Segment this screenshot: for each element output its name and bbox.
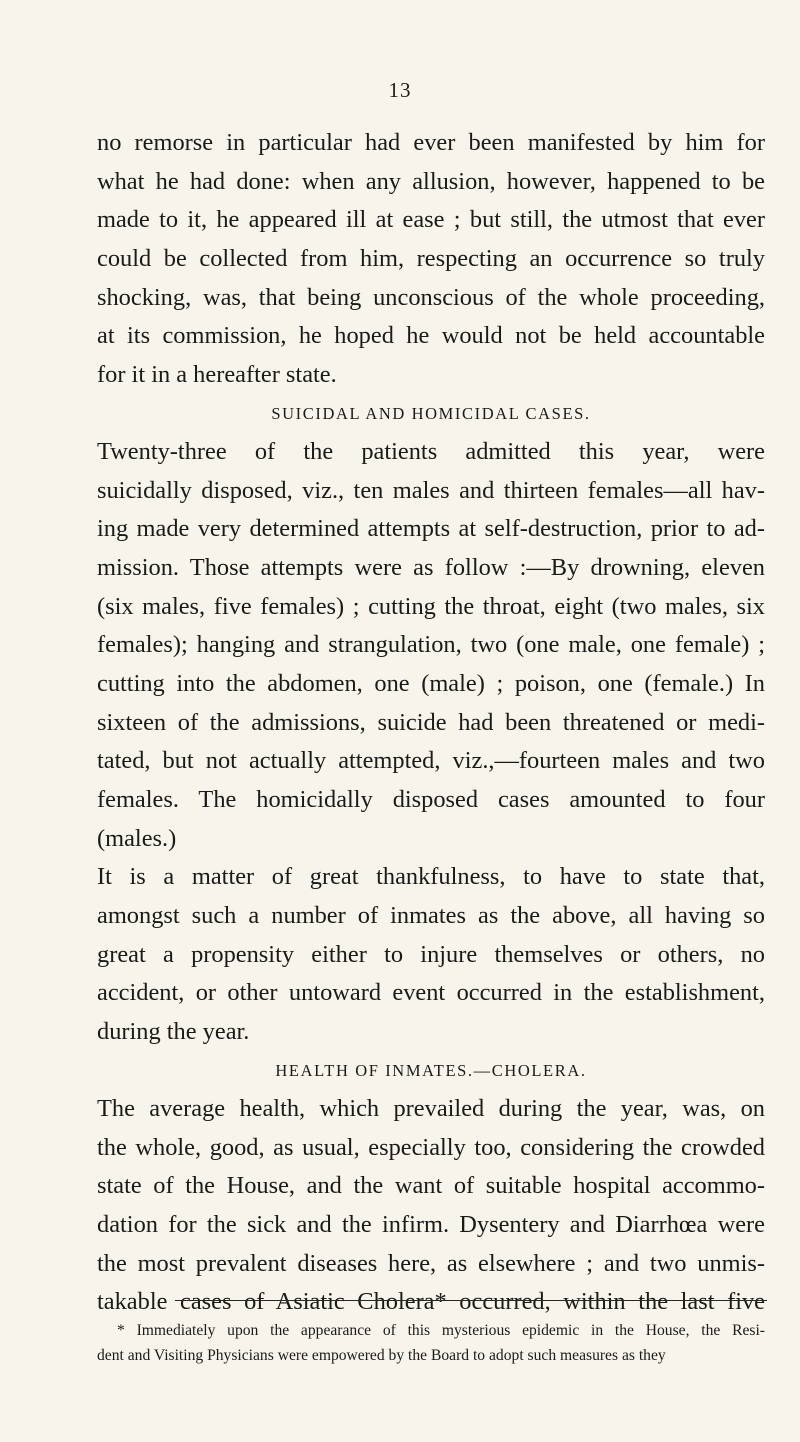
- text-line: tated, but not actually attempted, viz.,—fourteen males and two: [97, 747, 765, 775]
- text-line: for it in a hereafter state.: [97, 361, 337, 389]
- text-line: Twenty-three of the patients admitted this year, were: [97, 437, 765, 465]
- footnote-line: dent and Visiting Physicians were empowered by the Board to adopt such measures as they: [97, 1347, 666, 1364]
- text-line: dation for the sick and the infirm. Dysentery and Diarrhœa were: [97, 1210, 765, 1238]
- text-line: It is a matter of great thankfulness, to have to state that,: [97, 863, 765, 891]
- paragraph-1: [97, 124, 765, 395]
- footnote-rule: [175, 1300, 767, 1301]
- body-text: [97, 124, 765, 1322]
- text-line: amongst such a number of inmates as the above, all having so: [97, 902, 765, 930]
- text-line: females); hanging and strangulation, two (one male, one female) ;: [97, 631, 765, 659]
- section-heading-suicidal: SUICIDAL AND HOMICIDAL CASES.: [271, 403, 591, 423]
- text-line: cutting into the abdomen, one (male) ; poison, one (female.) In: [97, 669, 765, 697]
- text-line: ing made very determined attempts at self-destruction, prior to ad-: [97, 515, 765, 543]
- text-line: the whole, good, as usual, especially too, considering the crowded: [97, 1133, 765, 1161]
- section-heading-health: HEALTH OF INMATES.—CHOLERA.: [275, 1060, 587, 1080]
- text-line: shocking, was, that being unconscious of the whole proceeding,: [97, 283, 765, 311]
- text-line: mission. Those attempts were as follow :—By drowning, eleven: [97, 553, 765, 581]
- text-line: what he had done: when any allusion, however, happened to be: [97, 167, 765, 195]
- text-line: sixteen of the admissions, suicide had been threatened or medi-: [97, 708, 765, 736]
- text-line: suicidally disposed, viz., ten males and thirteen females—all hav-: [97, 476, 765, 504]
- text-line: females. The homicidally disposed cases amounted to four: [97, 786, 765, 813]
- text-line: state of the House, and the want of suitable hospital accommo-: [97, 1172, 765, 1200]
- paragraph-3: [97, 858, 765, 1051]
- text-line: no remorse in particular had ever been manifested by him for: [97, 129, 765, 156]
- paragraph-4: [97, 1090, 765, 1322]
- text-line: takable cases of Asiatic Cholera* occurred, within the last five: [97, 1288, 765, 1316]
- text-line: the most prevalent diseases here, as elsewhere ; and two unmis-: [97, 1249, 765, 1277]
- text-line: accident, or other untoward event occurred in the establishment,: [97, 979, 765, 1007]
- footnote-line: * Immediately upon the appearance of this mysterious epidemic in the House, the Resi-: [117, 1322, 765, 1339]
- paragraph-2: [97, 433, 765, 859]
- text-line: (six males, five females) ; cutting the throat, eight (two males, six: [97, 592, 765, 620]
- text-line: (males.): [97, 824, 177, 852]
- text-line: during the year.: [97, 1018, 250, 1046]
- text-line: at its commission, he hoped he would not be held accountable: [97, 322, 765, 350]
- text-line: made to it, he appeared ill at ease ; but still, the utmost that ever: [97, 206, 765, 234]
- footnote: [97, 1318, 765, 1368]
- text-line: great a propensity either to injure themselves or others, no: [97, 940, 765, 968]
- text-line: could be collected from him, respecting an occurrence so truly: [97, 245, 765, 273]
- page-number: 13: [388, 78, 412, 102]
- text-line: The average health, which prevailed during the year, was, on: [97, 1094, 765, 1122]
